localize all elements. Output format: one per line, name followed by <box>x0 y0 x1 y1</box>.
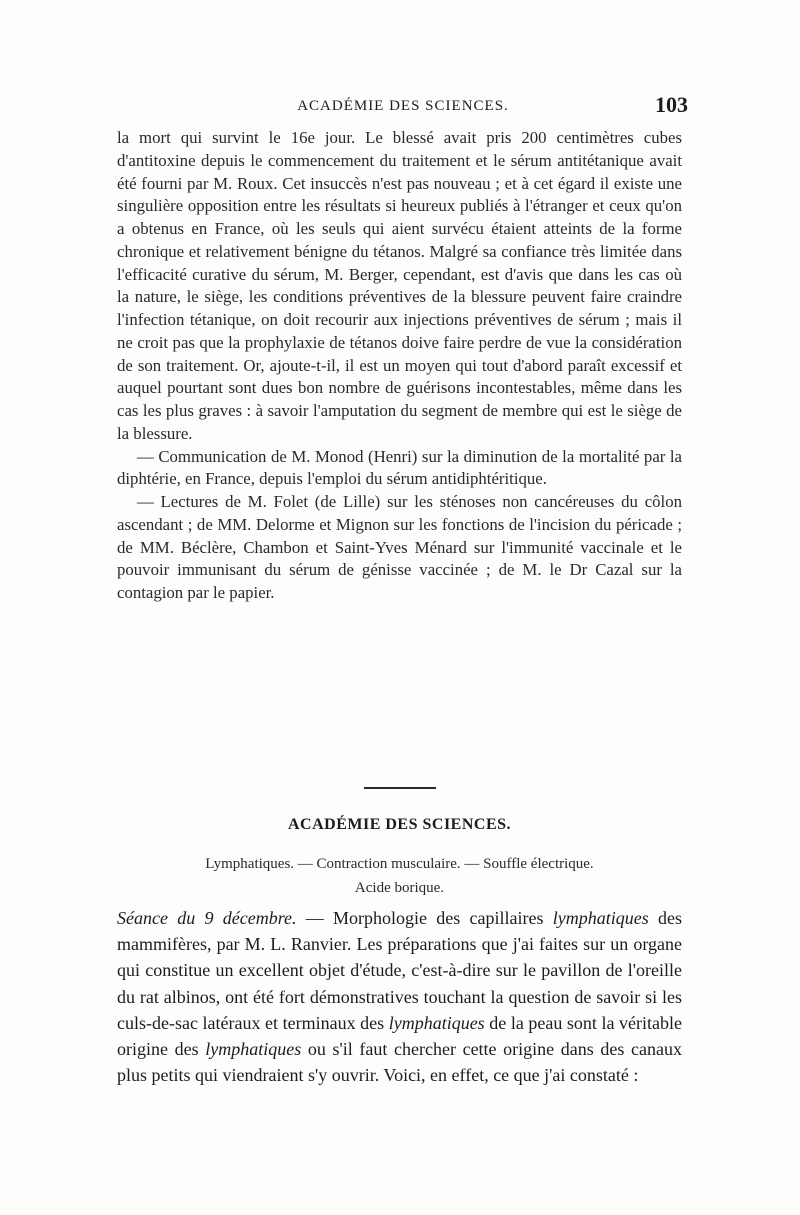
session-date: Séance du 9 décembre. <box>117 908 297 928</box>
section-subtitle <box>117 852 682 900</box>
session-paragraph <box>117 905 682 1088</box>
section-title: ACADÉMIE DES SCIENCES. <box>287 816 512 833</box>
section-divider <box>364 787 436 789</box>
paragraph-lectures: — Lectures de M. Folet (de Lille) sur les sténoses non cancéreuses du côlon ascendant ; de MM. Delorme et Mignon sur les fonctions de l'incision du péricade ; de MM. Béclère, Chambon et Saint-Yves Ménard sur l'immunité vaccinale et le pouvoir immunisant du sérum de génisse vaccinée ; de M. le Dr Cazal sur la contagion par le papier. <box>117 492 682 602</box>
session-text <box>117 905 682 1088</box>
page-number: 103 <box>655 92 688 117</box>
session-intro: — Morphologie des capillaires <box>296 908 553 928</box>
paragraph-continuation: la mort qui survint le 16e jour. Le blessé avait pris 200 centimètres cubes d'antitoxine depuis le commencement du traitement et le sérum antitétanique avait été fourni par M. Roux. Cet insuccès n'est pas nouveau ; et à cet égard il existe une singulière opposition entre les résultats si heureux publiés à l'étranger et ceux qu'on a obtenus en France, où les seuls qui aient survécu étaient atteints de la forme chronique et relativement bénigne du tétanos. Malgré sa confiance très limitée dans l'efficacité curative du sérum, M. Berger, cependant, est d'avis que dans les cas où la nature, le siège, les conditions préventives de la blessure peuvent faire craindre l'infection tétanique, on doit recourir aux injections préventives de sérum ; mais il ne croit pas que la prophylaxie de tétanos doive faire perdre de vue la considération de son traitement. Or, ajoute-t-il, il est un moyen qui tout d'abord paraît excessif et auquel pourtant sont dues bon nombre de guérisons incontestables, même dans les cas les plus graves : à savoir l'amputation du segment de membre qui est le siège de la blessure. <box>117 128 682 443</box>
session-text-a: des mammifères, par M. L. Ranvier. Les préparations que j'ai faites sur un organe qui constitue un excellent objet d'étude, c'est-à-dire sur le pavillon de l'oreille du rat albinos, ont été fort démonstratives touchant la question de savoir si les culs-de-sac latéraux et terminaux des <box>117 908 682 1033</box>
paragraph-communication: — Communication de M. Monod (Henri) sur la diminution de la mortalité par la diphtérie, en France, depuis l'emploi du sérum antidiphtéritique. <box>117 446 682 489</box>
running-title: ACADÉMIE DES SCIENCES. <box>297 98 509 114</box>
term-lymphatiques-3: lymphatiques <box>205 1039 302 1060</box>
session-text-c: ou s'il faut chercher cette origine dans des canaux plus petits qui viendraient s'y ouvrir. Voici, en effet, ce que j'ai constaté : <box>117 1039 683 1086</box>
session-text-b: de la peau sont la véritable origine des <box>117 1012 682 1060</box>
term-lymphatiques-2: lymphatiques <box>388 1012 485 1033</box>
body-text <box>117 127 682 605</box>
running-header <box>118 92 688 124</box>
subtitle-line-2: Acide borique. <box>354 880 445 896</box>
subtitle-line-1: Lymphatiques. — Contraction musculaire. — Souffle électrique. <box>205 856 594 872</box>
term-lymphatiques-1: lymphatiques <box>552 908 649 928</box>
